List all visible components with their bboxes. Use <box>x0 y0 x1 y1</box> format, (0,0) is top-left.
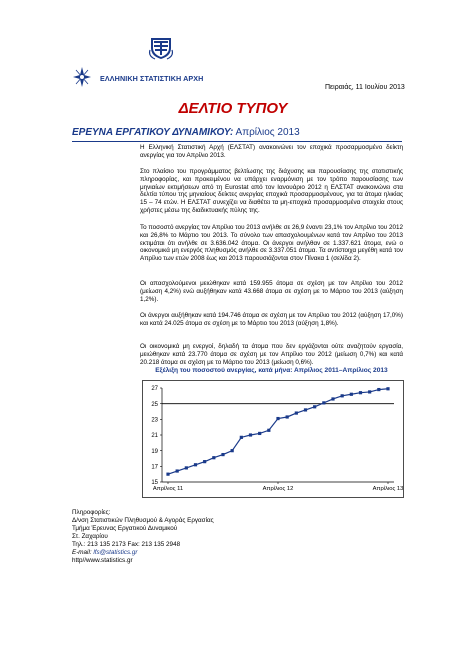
data-point <box>350 393 353 396</box>
paragraph-employed: Οι απασχολούμενοι μειώθηκαν κατά 159.955 άτομα σε σχέση με τον Απρίλιο του 2012 (μείωση 4,2%) ενώ αυξήθηκαν κατά 43.668 άτομα σε σχέση με το Μάρτιο του 2013 (αύξηση 1,2%). <box>140 280 403 303</box>
contact-email <box>72 549 138 557</box>
contact-directorate: Δ/νση Στατιστικών Πληθυσμού & Αγοράς Εργασίας <box>72 517 214 524</box>
data-point <box>386 387 389 390</box>
x-tick-label: Απρίλιος 13 <box>372 486 404 492</box>
contact-section: Τμήμα Έρευνας Εργατικού Δυναμικού <box>72 525 178 532</box>
data-point <box>341 394 344 397</box>
data-point <box>267 429 270 432</box>
unemployment-chart <box>142 380 404 498</box>
elstat-compass-logo-icon <box>72 66 92 88</box>
data-point <box>377 388 380 391</box>
contact-website-link[interactable]: http//www.statistics.gr <box>72 557 133 564</box>
series-line <box>168 389 388 474</box>
data-point <box>240 436 243 439</box>
y-tick-label: 23 <box>151 417 158 424</box>
contact-person: Στ. Ζαχαρίου <box>72 533 108 540</box>
y-tick-label: 17 <box>151 464 158 471</box>
subtitle-divider <box>72 141 402 142</box>
data-point <box>176 469 179 472</box>
y-tick-label: 27 <box>151 386 158 393</box>
page-title: ΔΕΛΤΙΟ ΤΥΠΟΥ <box>178 100 288 117</box>
survey-name: ΕΡΕΥΝΑ ΕΡΓΑΤΙΚΟΥ ΔΥΝΑΜΙΚΟΥ: <box>72 127 234 138</box>
contact-email-label: E-mail: <box>72 549 94 556</box>
survey-subtitle <box>72 127 300 138</box>
contact-heading: Πληροφορίες: <box>72 509 111 516</box>
data-point <box>185 466 188 469</box>
y-tick-label: 25 <box>151 401 158 408</box>
data-point <box>276 417 279 420</box>
x-tick-label: Απρίλιος 12 <box>262 486 294 492</box>
data-point <box>368 390 371 393</box>
data-point <box>359 391 362 394</box>
y-tick-label: 19 <box>151 448 158 455</box>
data-point <box>322 401 325 404</box>
paragraph-methodology: Στο πλαίσιο του προγράμματος βελτίωσης της διάχυσης και παρουσίασης της στατιστικής πληροφορίας, και προκειμένου να υπάρχει εναρμόνιση με τον τρόπο παρουσίασης των μηνιαίων εκτιμήσεων από τη Eurostat από τον Ιανουάριο 2012 η ΕΛΣΤΑΤ ανακοινώνει στα δελτία τύπου της μηνιαίους δείκτες ανεργίας εποχικά προσαρμοσμένους, για τα άτομα ηλικίας 15 – 74 ετών. Η ΕΛΣΤΑΤ συνεχίζει να διαθέτει τα μη-εποχικά προσαρμοσμένα στοιχεία στους χρήστες μέσω της διαδικτυακής πύλης της. <box>140 168 403 214</box>
paragraph-inactive: Οι οικονομικά μη ενεργοί, δηλαδή τα άτομα που δεν εργάζονται ούτε αναζητούν εργασία, μειώθηκαν κατά 23.770 άτομα σε σχέση με τον Απρίλιο του 2012 (μείωση 0,7%) και κατά 20.218 άτομα σε σχέση με το Μάρτιο του 2013 (μείωση 0,6%). <box>140 343 403 366</box>
data-point <box>313 405 316 408</box>
data-point <box>331 397 334 400</box>
data-point <box>249 433 252 436</box>
data-point <box>258 432 261 435</box>
org-name: ΕΛΛΗΝΙΚΗ ΣΤΑΤΙΣΤΙΚΗ ΑΡΧΗ <box>100 74 204 83</box>
unemployment-chart-svg <box>142 380 404 498</box>
release-date: Πειραιάς, 11 Ιουλίου 2013 <box>325 84 405 91</box>
data-point <box>231 449 234 452</box>
chart-frame <box>143 381 404 498</box>
chart-title: Εξέλιξη του ποσοστού ανεργίας, κατά μήνα: Απρίλιος 2011–Απρίλιος 2013 <box>155 367 388 374</box>
data-point <box>166 473 169 476</box>
y-tick-label: 21 <box>151 433 158 440</box>
y-tick-label: 15 <box>151 480 158 487</box>
data-point <box>304 408 307 411</box>
data-point <box>203 460 206 463</box>
data-point <box>212 456 215 459</box>
survey-period: Απρίλιος 2013 <box>233 127 300 138</box>
greek-state-emblem-icon <box>148 36 174 60</box>
paragraph-unemployment-rate: Το ποσοστό ανεργίας τον Απρίλιο του 2013 ανήλθε σε 26,9 έναντι 23,1% τον Απρίλιο του 2012 και 26,8% το Μάρτιο του 2013. Το σύνολο των απασχολουμένων κατά τον Απρίλιο του 2013 εκτιμάται ότι ανήλθε σε 3.636.042 άτομα. Οι άνεργοι ανήλθαν σε 1.337.621 άτομα, ενώ ο οικονομικά μη ενεργός πληθυσμός ανήλθε σε 3.337.051 άτομα. Τα αντίστοιχα μεγέθη κατά τον Απρίλιο των ετών 2008 έως και 2013 παρουσιάζονται στον Πίνακα 1 (σελίδα 2). <box>140 224 403 263</box>
data-point <box>286 415 289 418</box>
data-point <box>221 453 224 456</box>
x-tick-label: Απρίλιος 11 <box>152 486 184 492</box>
contact-email-link[interactable]: lfs@statistics.gr <box>93 549 138 556</box>
contact-phone-fax: Τηλ.: 213 135 2173 Fax: 213 135 2948 <box>72 541 181 548</box>
paragraph-unemployed: Οι άνεργοι αυξήθηκαν κατά 194.746 άτομα σε σχέση με τον Απρίλιο του 2012 (αύξηση 17,0%) και κατά 24.025 άτομα σε σχέση με το Μάρτιο του 2013 (αύξηση 1,8%). <box>140 312 403 327</box>
data-point <box>295 411 298 414</box>
paragraph-intro: Η Ελληνική Στατιστική Αρχή (ΕΛΣΤΑΤ) ανακοινώνει τον εποχικά προσαρμοσμένο δείκτη ανεργίας για τον Απρίλιο 2013. <box>140 144 403 159</box>
data-point <box>194 463 197 466</box>
